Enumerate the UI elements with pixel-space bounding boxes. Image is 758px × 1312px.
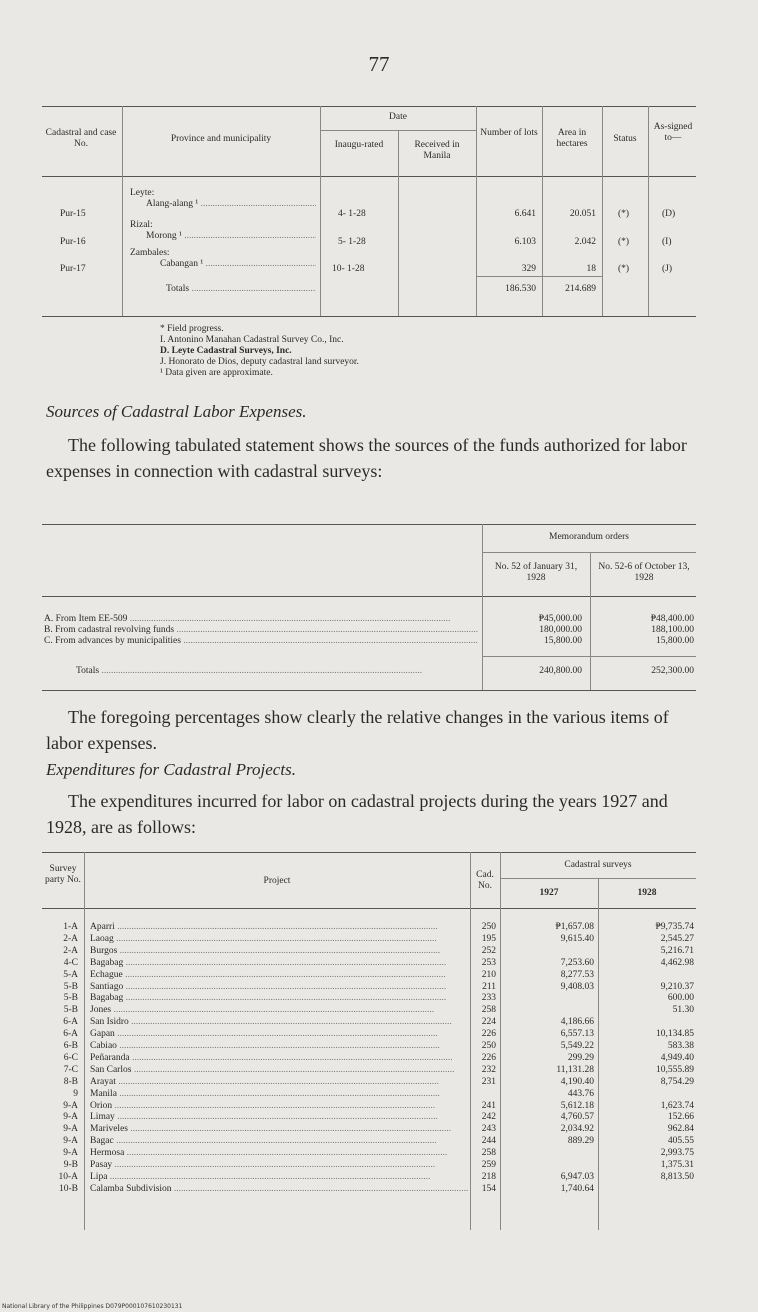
amount-1927: 889.29 — [567, 1136, 594, 1147]
table-row — [42, 1172, 696, 1183]
party-no: 9-A — [63, 1136, 78, 1147]
assigned-value: (J) — [662, 264, 673, 274]
party-no: 9 — [73, 1088, 78, 1099]
project-name: Santiago ..... — [90, 982, 468, 992]
project-name: Arayat ..... — [90, 1077, 468, 1087]
totals-lots: 186.530 — [505, 284, 536, 294]
header-assigned: As-signed to— — [653, 122, 693, 143]
table-row — [42, 1124, 696, 1135]
table-row — [42, 922, 696, 933]
cad-no: 226 — [481, 1052, 496, 1063]
table-row — [42, 1041, 696, 1052]
inaugurated-date: 10- 1-28 — [332, 264, 365, 274]
cad-no: 252 — [481, 945, 496, 956]
project-name: Jones ..... — [90, 1005, 468, 1015]
section-heading-expenditures: Expenditures for Cadastral Projects. — [46, 760, 296, 779]
header-lots: Number of lots — [480, 128, 538, 138]
cad-no: 244 — [481, 1136, 496, 1147]
party-no: 5-B — [63, 993, 78, 1004]
amount-1928: 5,216.71 — [660, 945, 694, 956]
table-row — [42, 946, 696, 957]
party-no: 8-B — [63, 1076, 78, 1087]
party-no: 10-A — [58, 1171, 78, 1182]
case-no: Pur-16 — [60, 237, 86, 247]
amount-1927: 6,557.13 — [560, 1029, 594, 1040]
cad-no: 253 — [481, 957, 496, 968]
project-name: San Carlos ..... — [90, 1065, 468, 1075]
header-province: Province and municipality — [170, 134, 272, 144]
cad-no: 243 — [481, 1124, 496, 1135]
party-no: 6-B — [63, 1041, 78, 1051]
amount-1928: ₱9,735.74 — [655, 922, 694, 932]
table-row — [42, 1077, 696, 1088]
project-name: Mariveles ..... — [90, 1124, 468, 1134]
amount-1927: 4,190.40 — [560, 1076, 594, 1087]
party-no: 9-A — [63, 1100, 78, 1111]
header-1927: 1927 — [539, 888, 559, 898]
table-row — [42, 1029, 696, 1040]
amount-1928: 1,623.74 — [660, 1100, 694, 1111]
table-row — [42, 993, 696, 1004]
amount-1928: 4,949.40 — [660, 1052, 694, 1063]
section-heading-sources: Sources of Cadastral Labor Expenses. — [46, 402, 307, 421]
cad-no: 226 — [481, 1029, 496, 1040]
footer-credit: National Library of the Philippines D079P000107610230131 — [2, 1303, 183, 1310]
header-memorandum: Memorandum orders — [549, 532, 629, 542]
header-order-52: No. 52 of January 31, 1928 — [494, 562, 578, 583]
project-name: Orion ..... — [90, 1101, 468, 1111]
cad-no: 195 — [481, 933, 496, 944]
cad-no: 224 — [481, 1017, 496, 1028]
project-name: Pasay ..... — [90, 1160, 468, 1170]
cad-no: 250 — [481, 1041, 496, 1051]
header-party: Survey party No. — [45, 864, 81, 885]
project-name: Bagabag ..... — [90, 993, 468, 1003]
totals-label: Totals ..... — [166, 284, 316, 294]
amount-1928: 8,813.50 — [660, 1171, 694, 1182]
municipality: Alang-alang ¹ ..... — [146, 199, 316, 209]
cad-no: 218 — [481, 1171, 496, 1182]
amount-1928: 51.30 — [672, 1005, 694, 1016]
case-no: Pur-15 — [60, 209, 86, 219]
party-no: 5-A — [63, 969, 78, 980]
cad-no: 241 — [481, 1100, 496, 1111]
amount-1927: 7,253.60 — [560, 957, 594, 968]
project-name: Cabiao ..... — [90, 1041, 468, 1051]
cad-no: 231 — [481, 1076, 496, 1087]
project-name: Calamba Subdivision ..... — [90, 1184, 468, 1194]
totals-label: Totals ..... — [76, 666, 478, 676]
project-name: Bagac ..... — [90, 1136, 468, 1146]
header-inaugurated: Inaugu-rated — [334, 140, 384, 150]
inaugurated-date: 4- 1-28 — [338, 209, 366, 219]
source-value: 15,800.00 — [544, 636, 582, 646]
cad-no: 258 — [481, 1148, 496, 1159]
table-row — [42, 1017, 696, 1028]
amount-1928: 10,134.85 — [656, 1029, 694, 1040]
party-no: 9-B — [63, 1160, 78, 1170]
project-name: Aparri ..... — [90, 922, 468, 932]
amount-1927: 1,740.64 — [560, 1183, 594, 1194]
amount-1927: 2,034.92 — [560, 1124, 594, 1135]
party-no: 5-B — [63, 981, 78, 992]
amount-1928: 600.00 — [667, 993, 694, 1004]
lots-value: 6.103 — [514, 237, 536, 247]
municipality: Morong ¹ ..... — [146, 231, 316, 241]
table-row — [42, 1184, 696, 1195]
project-name: Hermosa ..... — [90, 1148, 468, 1158]
table-row — [42, 1053, 696, 1064]
header-1928: 1928 — [637, 888, 657, 898]
amount-1928: 2,545.27 — [660, 933, 694, 944]
assigned-value: (D) — [662, 209, 676, 219]
table-row — [42, 982, 696, 993]
source-value: 180,000.00 — [539, 625, 582, 635]
header-date: Date — [389, 112, 407, 122]
source-value: 188,100.00 — [651, 625, 694, 635]
project-name: Lipa ..... — [90, 1172, 468, 1182]
inaugurated-date: 5- 1-28 — [338, 237, 366, 247]
source-label: A. From Item EE-509 ..... — [44, 614, 478, 624]
table-row — [42, 1148, 696, 1159]
table-row — [42, 1160, 696, 1171]
table-row — [42, 1101, 696, 1112]
table-row — [42, 1089, 696, 1100]
cad-no: 233 — [481, 993, 496, 1004]
status-value: (*) — [618, 264, 630, 274]
totals-value: 252,300.00 — [651, 666, 694, 676]
amount-1928: 9,210.37 — [660, 981, 694, 992]
project-name: San Isidro ..... — [90, 1017, 468, 1027]
cad-no: 259 — [481, 1160, 496, 1170]
table-row — [42, 1005, 696, 1016]
party-no: 6-A — [63, 1017, 78, 1028]
table-row — [42, 1065, 696, 1076]
project-name: Manila ..... — [90, 1089, 468, 1099]
paragraph-sources: The following tabulated statement shows the sources of the funds authorized for labor expenses in connection with cadastral surveys: — [46, 435, 687, 481]
party-no: 9-A — [63, 1148, 78, 1159]
amount-1927: 6,947.03 — [560, 1171, 594, 1182]
cad-no: 210 — [481, 969, 496, 980]
amount-1928: 152.66 — [667, 1112, 694, 1123]
amount-1927: 299.29 — [567, 1052, 594, 1063]
party-no: 6-C — [63, 1052, 78, 1063]
source-value: ₱48,400.00 — [650, 614, 694, 624]
area-value: 18 — [586, 264, 596, 274]
province-label: Leyte: — [130, 188, 155, 198]
header-area: Area in hectares — [556, 128, 588, 149]
amount-1927: 4,760.57 — [560, 1112, 594, 1123]
party-no: 10-B — [59, 1183, 78, 1194]
source-value: 15,800.00 — [656, 636, 694, 646]
amount-1928: 405.55 — [667, 1136, 694, 1147]
paragraph-expenditures: The expenditures incurred for labor on cadastral projects during the years 1927 and 1928, are as follows: — [46, 791, 668, 837]
province-label: Rizal: — [130, 220, 153, 230]
case-no: Pur-17 — [60, 264, 86, 274]
amount-1927: 5,549.22 — [560, 1041, 594, 1051]
header-order-52-6: No. 52-6 of October 13, 1928 — [598, 562, 690, 583]
table-notes: * Field progress. I. Antonino Manahan Cadastral Survey Co., Inc. D. Leyte Cadastral Surveys, Inc. J. Honorato de Dios, deputy cadastral land surveyor. ¹ Data given are approximate. — [160, 324, 359, 378]
amount-1927: ₱1,657.08 — [555, 922, 594, 932]
project-name: Limay ..... — [90, 1112, 468, 1122]
project-name: Burgos ..... — [90, 946, 468, 956]
cad-no: 154 — [481, 1183, 496, 1194]
amount-1928: 1,375.31 — [660, 1160, 694, 1170]
party-no: 7-C — [63, 1064, 78, 1075]
amount-1927: 9,408.03 — [560, 981, 594, 992]
province-label: Zambales: — [130, 248, 170, 258]
project-name: Bagabag ..... — [90, 958, 468, 968]
area-value: 20.051 — [569, 209, 596, 219]
source-label: C. From advances by municipalities ..... — [44, 636, 478, 646]
table-row — [42, 958, 696, 969]
header-cad: Cad. No. — [476, 870, 494, 891]
page-number: 77 — [368, 52, 390, 76]
table-row — [42, 1112, 696, 1123]
header-received: Received in Manila — [414, 140, 460, 161]
project-name: Echague ..... — [90, 970, 468, 980]
header-cadastral-surveys: Cadastral surveys — [564, 860, 632, 870]
header-case: Cadastral and case No. — [45, 128, 117, 149]
source-label: B. From cadastral revolving funds ..... — [44, 625, 478, 635]
paragraph-percentages: The foregoing percentages show clearly the relative changes in the various items of labor expenses. — [46, 707, 669, 753]
table-row — [42, 934, 696, 945]
lots-value: 6.641 — [514, 209, 536, 219]
amount-1928: 583.38 — [667, 1041, 694, 1051]
totals-value: 240,800.00 — [539, 666, 582, 676]
amount-1927: 5,612.18 — [560, 1100, 594, 1111]
status-value: (*) — [618, 237, 630, 247]
amount-1928: 962.84 — [667, 1124, 694, 1135]
cad-no: 258 — [481, 1005, 496, 1016]
party-no: 2-A — [63, 933, 78, 944]
party-no: 2-A — [63, 945, 78, 956]
party-no: 5-B — [63, 1005, 78, 1016]
amount-1927: 9,615.40 — [560, 933, 594, 944]
project-name: Gapan ..... — [90, 1029, 468, 1039]
amount-1927: 8,277.53 — [560, 969, 594, 980]
party-no: 4-C — [63, 957, 78, 968]
amount-1928: 8,754.29 — [660, 1076, 694, 1087]
party-no: 1-A — [63, 922, 78, 932]
header-project: Project — [263, 876, 291, 886]
party-no: 9-A — [63, 1124, 78, 1135]
amount-1927: 443.76 — [567, 1088, 594, 1099]
party-no: 6-A — [63, 1029, 78, 1040]
status-value: (*) — [618, 209, 630, 219]
source-value: ₱45,000.00 — [538, 614, 582, 624]
lots-value: 329 — [521, 264, 536, 274]
cad-no: 232 — [481, 1064, 496, 1075]
project-name: Peñaranda ..... — [90, 1053, 468, 1063]
cad-no: 242 — [481, 1112, 496, 1123]
header-status: Status — [613, 134, 637, 144]
municipality: Cabangan ¹ ..... — [160, 259, 316, 269]
totals-area: 214.689 — [565, 284, 596, 294]
table-row — [42, 970, 696, 981]
assigned-value: (I) — [662, 237, 672, 247]
amount-1927: 4,186.66 — [560, 1017, 594, 1028]
area-value: 2.042 — [574, 237, 596, 247]
cad-no: 211 — [482, 981, 496, 992]
table-row — [42, 1136, 696, 1147]
party-no: 9-A — [63, 1112, 78, 1123]
amount-1928: 10,555.89 — [656, 1064, 694, 1075]
amount-1928: 4,462.98 — [660, 957, 694, 968]
amount-1927: 11,131.28 — [556, 1064, 594, 1075]
project-name: Laoag ..... — [90, 934, 468, 944]
amount-1928: 2,993.75 — [660, 1148, 694, 1159]
cad-no: 250 — [481, 922, 496, 932]
